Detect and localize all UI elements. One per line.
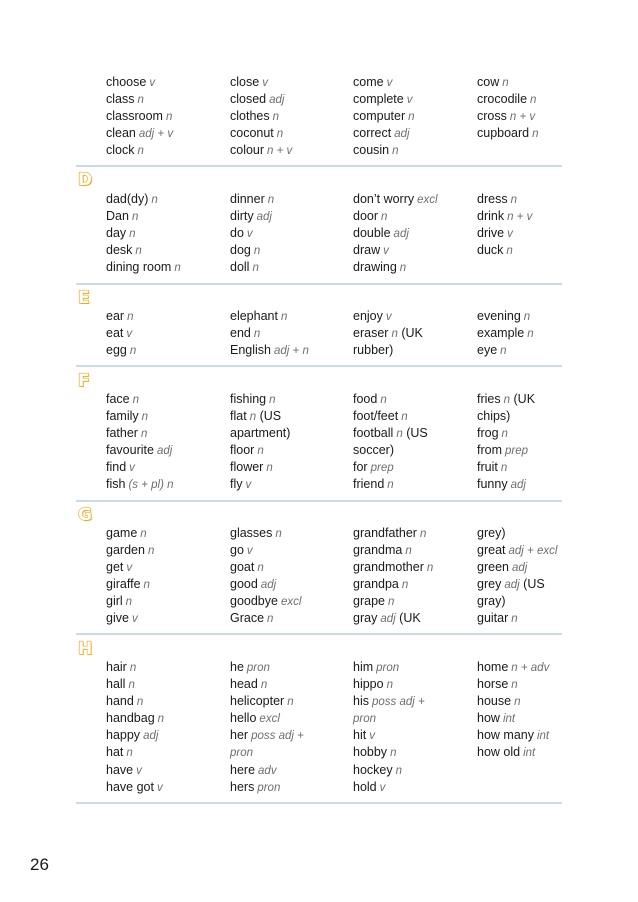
word-entry: father n: [106, 426, 148, 441]
word-entry: have got v: [106, 779, 163, 794]
word-entry: grey): [477, 526, 506, 540]
word-entry: gray): [477, 594, 506, 609]
word-entry: green adj: [477, 560, 528, 575]
word-entry: Dan n: [106, 209, 139, 224]
column-1: [106, 659, 164, 796]
word-entry: evening n: [477, 309, 531, 323]
column-4: [477, 191, 532, 259]
word-entry: doll n: [230, 260, 259, 275]
word-entry: great adj + excl: [477, 543, 558, 558]
word-entry: hippo n: [353, 677, 393, 692]
column-1: [106, 308, 136, 359]
column-4: [477, 659, 549, 762]
column-2: [230, 191, 274, 276]
word-entry: hers pron: [230, 779, 281, 794]
word-entry: double adj: [353, 226, 409, 241]
word-entry: hand n: [106, 694, 144, 709]
column-3: [353, 191, 438, 276]
column-4: [477, 391, 535, 494]
section-letter-g: G: [78, 505, 92, 525]
word-entry: good adj: [230, 577, 277, 592]
word-entry: give v: [106, 611, 138, 626]
word-entry: eat v: [106, 326, 133, 341]
column-4: [477, 525, 557, 628]
word-entry: goat n: [230, 560, 264, 575]
word-entry: dad(dy) n: [106, 192, 158, 206]
word-entry: get v: [106, 560, 133, 575]
word-entry: hold v: [353, 779, 386, 794]
word-entry: fly v: [230, 477, 252, 492]
word-entry: close v: [230, 75, 268, 89]
section-letter-h: H: [78, 639, 93, 659]
word-entry: class n: [106, 92, 144, 107]
word-entry: rubber): [353, 343, 394, 358]
word-entry: duck n: [477, 243, 513, 258]
word-entry: correct adj: [353, 126, 410, 141]
word-entry: cousin n: [353, 143, 399, 158]
column-3: [353, 391, 428, 494]
word-entry: giraffe n: [106, 577, 150, 592]
word-entry: draw v: [353, 243, 389, 258]
word-entry: grandfather n: [353, 526, 427, 540]
word-entry: game n: [106, 526, 147, 540]
word-entry: grandma n: [353, 543, 412, 558]
word-entry: friend n: [353, 477, 394, 492]
word-entry: fries n (UK: [477, 392, 536, 406]
word-entry: end n: [230, 326, 261, 341]
section-divider: [76, 283, 562, 285]
word-entry: food n: [353, 392, 387, 406]
word-entry: how many int: [477, 728, 550, 743]
section-divider: [76, 165, 562, 167]
word-entry: horse n: [477, 677, 518, 692]
word-entry: frog n: [477, 426, 508, 441]
word-entry: do v: [230, 226, 253, 241]
word-entry: grape n: [353, 594, 395, 609]
word-entry: fishing n: [230, 392, 276, 406]
word-entry: hat n: [106, 745, 133, 760]
word-entry: his poss adj +: [353, 694, 425, 709]
column-1: [106, 74, 173, 159]
word-entry: choose v: [106, 75, 156, 89]
section-letter-e: E: [78, 288, 90, 308]
word-entry: cross n + v: [477, 109, 536, 124]
column-2: [230, 308, 309, 359]
word-entry: drive v: [477, 226, 513, 241]
word-entry: eraser n (UK: [353, 326, 423, 341]
word-entry: dress n: [477, 192, 517, 206]
column-2: [230, 659, 304, 796]
word-entry: hobby n: [353, 745, 397, 760]
word-entry: dinner n: [230, 192, 275, 206]
word-entry: apartment): [230, 426, 291, 441]
word-entry: elephant n: [230, 309, 288, 323]
word-entry: helicopter n: [230, 694, 294, 709]
word-entry: him pron: [353, 660, 400, 674]
word-entry: go v: [230, 543, 253, 558]
word-entry: hall n: [106, 677, 135, 692]
word-entry: hockey n: [353, 762, 403, 777]
word-entry: classroom n: [106, 109, 173, 124]
column-1: [106, 391, 174, 494]
section-divider: [76, 802, 562, 804]
word-entry: here adv: [230, 762, 277, 777]
word-entry: fruit n: [477, 460, 508, 475]
word-entry: drink n + v: [477, 209, 533, 224]
word-entry: garden n: [106, 543, 155, 558]
word-entry: English adj + n: [230, 343, 309, 358]
word-entry: how int: [477, 711, 516, 726]
word-entry: head n: [230, 677, 268, 692]
column-1: [106, 191, 181, 276]
word-entry: coconut n: [230, 126, 284, 141]
column-3: [353, 659, 425, 796]
word-entry: come v: [353, 75, 393, 89]
column-2: [230, 525, 301, 628]
word-entry: fish (s + pl) n: [106, 477, 174, 492]
word-entry: dog n: [230, 243, 261, 258]
word-entry: ear n: [106, 309, 134, 323]
section-divider: [76, 633, 562, 635]
word-entry: flat n (US: [230, 409, 282, 424]
word-entry: example n: [477, 326, 534, 341]
word-entry: drawing n: [353, 260, 407, 275]
word-entry: grandpa n: [353, 577, 409, 592]
word-entry: football n (US: [353, 426, 428, 441]
word-entry: face n: [106, 392, 140, 406]
page-number: 26: [30, 855, 49, 874]
word-entry: have v: [106, 762, 142, 777]
column-2: [230, 391, 290, 494]
word-entry: family n: [106, 409, 149, 424]
word-entry: door n: [353, 209, 388, 224]
word-entry: clean adj + v: [106, 126, 174, 141]
word-entry: foot/feet n: [353, 409, 408, 424]
column-4: [477, 308, 534, 359]
word-entry: chips): [477, 409, 511, 424]
word-entry: cow n: [477, 75, 509, 89]
word-entry: dining room n: [106, 260, 181, 275]
column-2: [230, 74, 292, 159]
column-3: [353, 74, 415, 159]
word-entry: desk n: [106, 243, 142, 258]
column-3: [353, 308, 423, 359]
word-entry: funny adj: [477, 477, 526, 492]
word-entry: happy adj: [106, 728, 159, 743]
section-letter-d: D: [78, 170, 93, 190]
word-entry: complete v: [353, 92, 413, 107]
word-entry: enjoy v: [353, 309, 392, 323]
word-entry: eye n: [477, 343, 507, 358]
word-entry-continued: pron: [353, 713, 377, 726]
word-entry: closed adj: [230, 92, 285, 107]
word-entry: he pron: [230, 660, 270, 674]
word-entry: favourite adj: [106, 443, 173, 458]
word-entry: egg n: [106, 343, 137, 358]
word-entry: her poss adj +: [230, 728, 304, 743]
word-entry: crocodile n: [477, 92, 537, 107]
section-letter-f: F: [78, 371, 90, 391]
word-entry: find v: [106, 460, 135, 475]
word-entry-continued: pron: [230, 747, 254, 760]
column-3: [353, 525, 433, 628]
column-1: [106, 525, 154, 628]
word-entry: handbag n: [106, 711, 165, 726]
word-entry: goodbye excl: [230, 594, 302, 609]
word-entry: don’t worry excl: [353, 192, 438, 206]
word-entry: how old int: [477, 745, 536, 760]
word-entry: for prep: [353, 460, 394, 475]
section-divider: [76, 500, 562, 502]
word-entry: dirty adj: [230, 209, 272, 224]
word-entry: clothes n: [230, 109, 280, 124]
word-entry: cupboard n: [477, 126, 539, 141]
word-entry: home n + adv: [477, 660, 550, 674]
word-entry: hello excl: [230, 711, 280, 726]
word-entry: grey adj (US: [477, 577, 545, 592]
word-entry: flower n: [230, 460, 273, 475]
word-entry: hit v: [353, 728, 375, 743]
word-entry: day n: [106, 226, 136, 241]
word-entry: gray adj (UK: [353, 611, 421, 626]
word-entry: hair n: [106, 660, 137, 674]
word-entry: soccer): [353, 443, 394, 458]
word-entry: guitar n: [477, 611, 518, 626]
word-entry: from prep: [477, 443, 529, 458]
word-entry: grandmother n: [353, 560, 434, 575]
word-entry: clock n: [106, 143, 144, 158]
word-entry: house n: [477, 694, 521, 709]
word-entry: Grace n: [230, 611, 274, 626]
word-entry: floor n: [230, 443, 264, 458]
section-divider: [76, 365, 562, 367]
column-4: [477, 74, 539, 142]
word-entry: girl n: [106, 594, 133, 609]
word-entry: glasses n: [230, 526, 282, 540]
word-entry: computer n: [353, 109, 415, 124]
word-entry: colour n + v: [230, 143, 293, 158]
